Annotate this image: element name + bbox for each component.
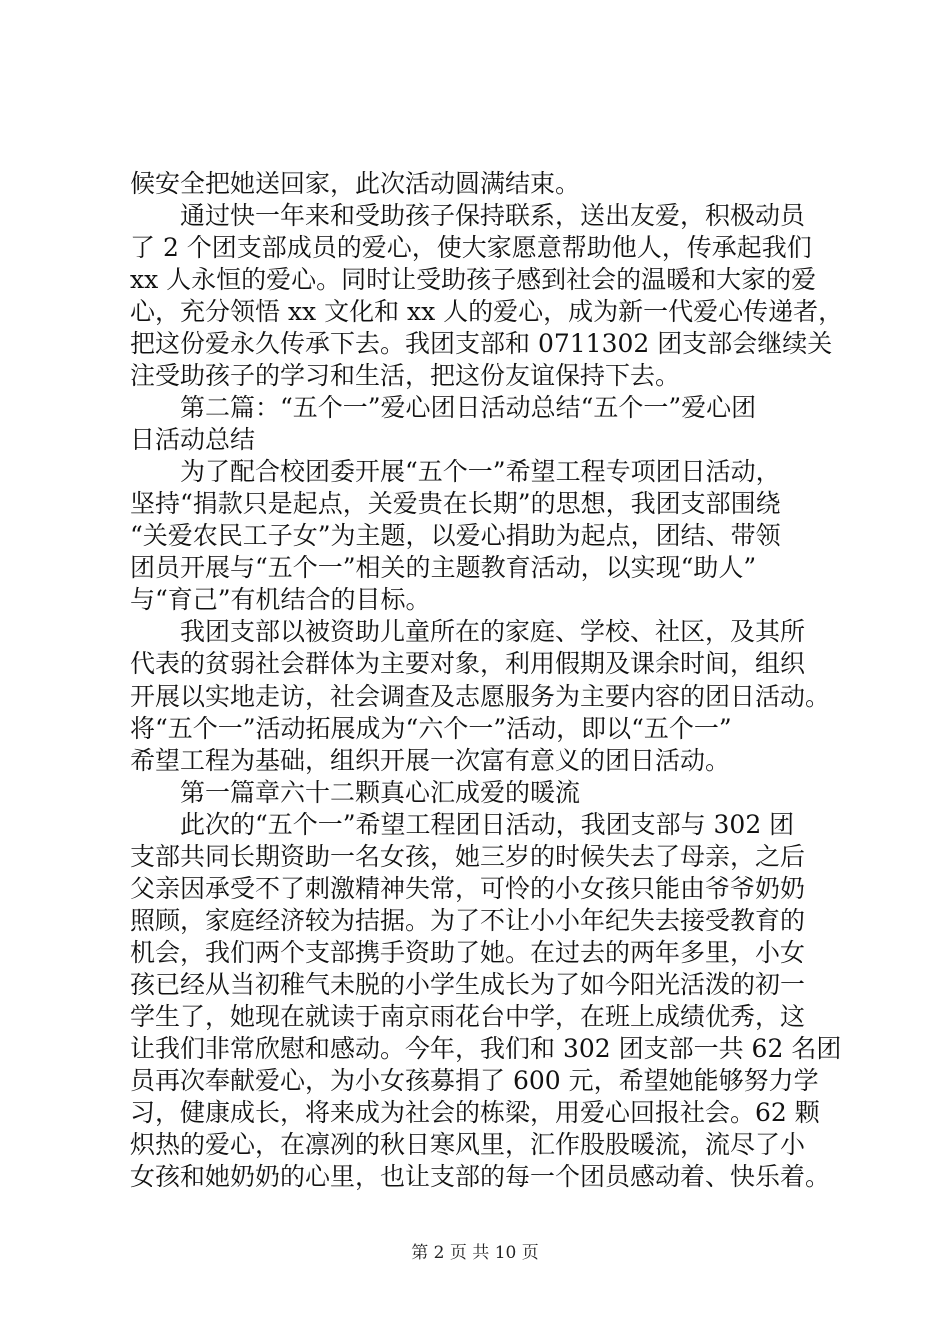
text-line: 代表的贫弱社会群体为主要对象，利用假期及课余时间，组织 (130, 649, 806, 679)
text-line: 了 2 个团支部成员的爱心，使大家愿意帮助他人，传承起我们 (130, 233, 812, 263)
text-line: 习，健康成长，将来成为社会的栋梁，用爱心回报社会。62 颗 (130, 1097, 820, 1127)
text-line: 机会，我们两个支部携手资助了她。在过去的两年多里，小女 (130, 937, 806, 967)
text-line: 照顾，家庭经济较为拮据。为了不让小小年纪失去接受教育的 (130, 905, 806, 935)
text-line: 父亲因承受不了刺激精神失常，可怜的小女孩只能由爷爷奶奶 (130, 873, 806, 903)
subsection-heading: 第一篇章六十二颗真心汇成爱的暖流 (180, 777, 581, 807)
text-line: 心，充分领悟 xx 文化和 xx 人的爱心，成为新一代爱心传递者， (130, 297, 844, 327)
paragraph-first-line: 此次的“五个一”希望工程团日活动，我团支部与 302 团 (180, 809, 795, 839)
paragraph-first-line: 我团支部以被资助儿童所在的家庭、学校、社区，及其所 (180, 617, 806, 647)
text-line: 注受助孩子的学习和生活，把这份友谊保持下去。 (130, 361, 681, 391)
text-line: 让我们非常欣慰和感动。今年，我们和 302 团支部一共 62 名团 (130, 1033, 842, 1063)
text-line: 希望工程为基础，组织开展一次富有意义的团日活动。 (130, 745, 731, 775)
text-line: 把这份爱永久传承下去。我团支部和 0711302 团支部会继续关 (130, 329, 833, 359)
text-line: 开展以实地走访，社会调查及志愿服务为主要内容的团日活动。 (130, 681, 831, 711)
text-line: 孩已经从当初稚气未脱的小学生成长为了如今阳光活泼的初一 (130, 969, 806, 999)
section-heading-continued: 日活动总结 (130, 425, 256, 455)
text-line: 候安全把她送回家，此次活动圆满结束。 (130, 169, 581, 198)
text-line: 团员开展与“五个一”相关的主题教育活动，以实现“助人” (130, 553, 757, 583)
page-number-footer: 第 2 页 共 10 页 (411, 1243, 539, 1263)
text-line: 员再次奉献爱心，为小女孩募捐了 600 元，希望她能够努力学 (130, 1065, 819, 1095)
text-line: 坚持“捐款只是起点，关爱贵在长期”的思想，我团支部围绕 (130, 489, 781, 519)
paragraph-first-line: 为了配合校团委开展“五个一”希望工程专项团日活动， (180, 457, 781, 487)
text-line: 炽热的爱心，在凛冽的秋日寒风里，汇作股股暖流，流尽了小 (130, 1129, 806, 1159)
section-heading: 第二篇：“五个一”爱心团日活动总结“五个一”爱心团 (180, 393, 757, 423)
text-line: 与“育己”有机结合的目标。 (130, 585, 431, 615)
text-line: 将“五个一”活动拓展成为“六个一”活动，即以“五个一” (130, 713, 732, 743)
paragraph-first-line: 通过快一年来和受助孩子保持联系，送出友爱，积极动员 (180, 201, 806, 231)
text-line: 女孩和她奶奶的心里，也让支部的每一个团员感动着、快乐着。 (130, 1162, 831, 1191)
text-line: “关爱农民工子女”为主题，以爱心捐助为起点，团结、带领 (130, 521, 781, 551)
text-line: 学生了，她现在就读于南京雨花台中学，在班上成绩优秀，这 (130, 1001, 806, 1031)
text-line: 支部共同长期资助一名女孩，她三岁的时候失去了母亲，之后 (130, 841, 806, 871)
text-line: xx 人永恒的爱心。同时让受助孩子感到社会的温暖和大家的爱 (130, 265, 817, 295)
